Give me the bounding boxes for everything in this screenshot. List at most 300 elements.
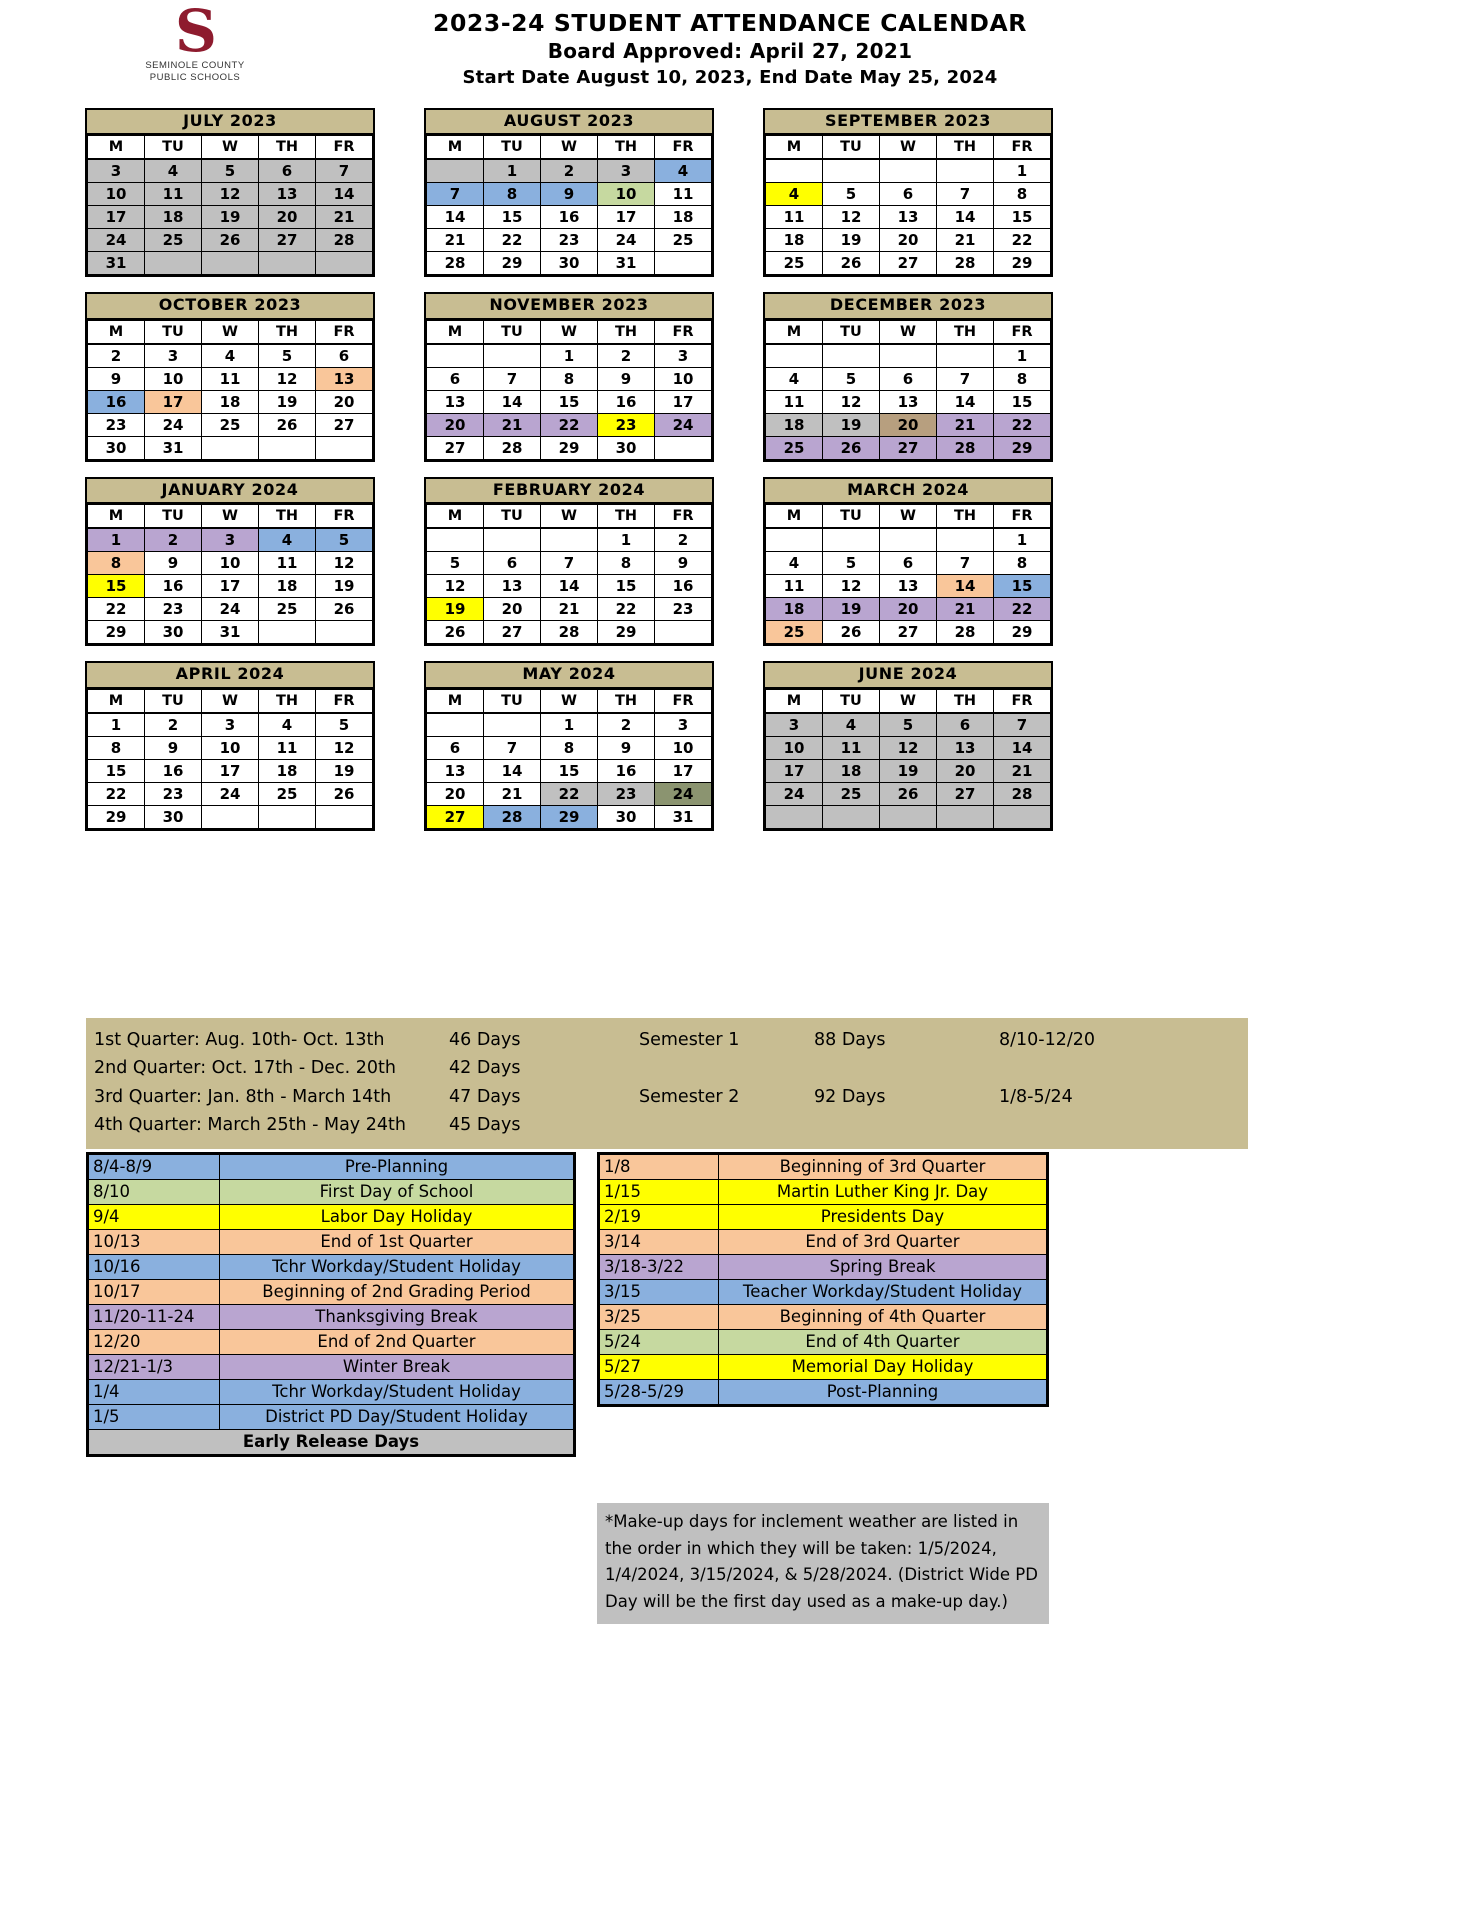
legend-row[interactable] <box>89 1155 574 1180</box>
day-cell[interactable]: 10 <box>655 367 712 390</box>
day-cell[interactable]: 1 <box>541 713 598 737</box>
day-cell[interactable]: 9 <box>88 367 145 390</box>
day-cell[interactable]: 10 <box>655 736 712 759</box>
day-cell[interactable]: 12 <box>427 575 484 598</box>
day-cell[interactable] <box>880 805 937 828</box>
day-cell[interactable]: 11 <box>655 183 712 206</box>
day-cell[interactable]: 22 <box>994 229 1051 252</box>
day-cell[interactable]: 27 <box>937 782 994 805</box>
day-cell[interactable]: 12 <box>202 183 259 206</box>
legend-row[interactable] <box>89 1355 574 1380</box>
day-cell[interactable]: 24 <box>655 782 712 805</box>
day-cell[interactable]: 13 <box>259 183 316 206</box>
day-cell[interactable] <box>316 621 373 644</box>
day-cell[interactable]: 9 <box>541 183 598 206</box>
day-cell[interactable]: 3 <box>88 159 145 183</box>
day-cell[interactable]: 29 <box>541 436 598 459</box>
day-cell[interactable]: 16 <box>145 575 202 598</box>
day-cell[interactable]: 13 <box>427 759 484 782</box>
day-cell[interactable]: 5 <box>823 367 880 390</box>
day-cell[interactable] <box>937 528 994 552</box>
day-cell[interactable] <box>145 252 202 275</box>
day-cell[interactable]: 20 <box>937 759 994 782</box>
day-cell[interactable] <box>316 805 373 828</box>
day-cell[interactable]: 13 <box>880 575 937 598</box>
day-cell[interactable] <box>766 159 823 183</box>
day-cell[interactable]: 4 <box>766 367 823 390</box>
legend-row[interactable] <box>600 1280 1047 1305</box>
legend-row[interactable] <box>89 1330 574 1355</box>
day-cell[interactable]: 26 <box>823 621 880 644</box>
day-cell[interactable]: 6 <box>880 552 937 575</box>
day-cell[interactable]: 15 <box>994 206 1051 229</box>
day-cell[interactable]: 17 <box>766 759 823 782</box>
day-cell[interactable]: 7 <box>484 736 541 759</box>
day-cell[interactable] <box>880 344 937 368</box>
day-cell[interactable]: 5 <box>427 552 484 575</box>
day-cell[interactable]: 29 <box>994 252 1051 275</box>
legend-row[interactable] <box>600 1205 1047 1230</box>
day-cell[interactable]: 31 <box>202 621 259 644</box>
day-cell[interactable]: 21 <box>994 759 1051 782</box>
day-cell[interactable]: 23 <box>541 229 598 252</box>
day-cell[interactable]: 9 <box>655 552 712 575</box>
day-cell[interactable]: 17 <box>88 206 145 229</box>
day-cell[interactable]: 12 <box>823 390 880 413</box>
day-cell[interactable]: 25 <box>259 598 316 621</box>
legend-row[interactable] <box>600 1330 1047 1355</box>
day-cell[interactable]: 5 <box>880 713 937 737</box>
day-cell[interactable]: 26 <box>316 782 373 805</box>
day-cell[interactable]: 16 <box>598 759 655 782</box>
day-cell[interactable]: 30 <box>541 252 598 275</box>
day-cell[interactable]: 4 <box>145 159 202 183</box>
day-cell[interactable]: 17 <box>598 206 655 229</box>
day-cell[interactable]: 12 <box>316 552 373 575</box>
day-cell[interactable]: 8 <box>88 736 145 759</box>
legend-row[interactable] <box>89 1405 574 1430</box>
day-cell[interactable]: 24 <box>655 413 712 436</box>
day-cell[interactable]: 18 <box>766 229 823 252</box>
day-cell[interactable]: 24 <box>202 598 259 621</box>
day-cell[interactable]: 28 <box>316 229 373 252</box>
day-cell[interactable]: 25 <box>766 621 823 644</box>
day-cell[interactable]: 3 <box>202 713 259 737</box>
day-cell[interactable]: 30 <box>88 436 145 459</box>
day-cell[interactable]: 31 <box>145 436 202 459</box>
day-cell[interactable]: 7 <box>541 552 598 575</box>
day-cell[interactable]: 6 <box>937 713 994 737</box>
day-cell[interactable] <box>316 252 373 275</box>
day-cell[interactable]: 20 <box>427 782 484 805</box>
day-cell[interactable]: 5 <box>202 159 259 183</box>
day-cell[interactable] <box>766 805 823 828</box>
day-cell[interactable]: 6 <box>427 736 484 759</box>
day-cell[interactable]: 24 <box>598 229 655 252</box>
day-cell[interactable] <box>823 344 880 368</box>
day-cell[interactable]: 24 <box>202 782 259 805</box>
day-cell[interactable]: 6 <box>427 367 484 390</box>
day-cell[interactable]: 7 <box>316 159 373 183</box>
day-cell[interactable]: 17 <box>655 390 712 413</box>
day-cell[interactable] <box>427 159 484 183</box>
day-cell[interactable]: 28 <box>484 436 541 459</box>
day-cell[interactable]: 15 <box>541 390 598 413</box>
day-cell[interactable] <box>427 528 484 552</box>
day-cell[interactable]: 26 <box>880 782 937 805</box>
day-cell[interactable]: 28 <box>994 782 1051 805</box>
day-cell[interactable]: 26 <box>259 413 316 436</box>
day-cell[interactable]: 13 <box>880 206 937 229</box>
day-cell[interactable]: 20 <box>880 413 937 436</box>
day-cell[interactable] <box>823 805 880 828</box>
day-cell[interactable]: 31 <box>598 252 655 275</box>
day-cell[interactable]: 26 <box>823 436 880 459</box>
day-cell[interactable]: 15 <box>88 575 145 598</box>
legend-row[interactable] <box>600 1180 1047 1205</box>
day-cell[interactable]: 5 <box>316 528 373 552</box>
legend-row[interactable] <box>600 1155 1047 1180</box>
day-cell[interactable]: 10 <box>598 183 655 206</box>
day-cell[interactable] <box>427 344 484 368</box>
day-cell[interactable]: 11 <box>766 575 823 598</box>
day-cell[interactable]: 29 <box>598 621 655 644</box>
day-cell[interactable]: 5 <box>823 183 880 206</box>
day-cell[interactable]: 5 <box>316 713 373 737</box>
day-cell[interactable]: 4 <box>259 713 316 737</box>
day-cell[interactable]: 7 <box>937 367 994 390</box>
day-cell[interactable]: 9 <box>145 736 202 759</box>
day-cell[interactable]: 23 <box>145 598 202 621</box>
day-cell[interactable]: 31 <box>655 805 712 828</box>
legend-row[interactable] <box>600 1380 1047 1405</box>
day-cell[interactable]: 2 <box>598 344 655 368</box>
day-cell[interactable]: 1 <box>88 713 145 737</box>
day-cell[interactable]: 29 <box>994 436 1051 459</box>
day-cell[interactable] <box>541 528 598 552</box>
day-cell[interactable] <box>766 344 823 368</box>
day-cell[interactable]: 18 <box>823 759 880 782</box>
day-cell[interactable]: 30 <box>598 436 655 459</box>
day-cell[interactable]: 7 <box>937 552 994 575</box>
day-cell[interactable] <box>202 436 259 459</box>
day-cell[interactable]: 12 <box>259 367 316 390</box>
day-cell[interactable] <box>484 713 541 737</box>
day-cell[interactable]: 21 <box>427 229 484 252</box>
day-cell[interactable]: 9 <box>598 367 655 390</box>
day-cell[interactable]: 21 <box>316 206 373 229</box>
day-cell[interactable]: 14 <box>937 575 994 598</box>
day-cell[interactable]: 14 <box>484 759 541 782</box>
day-cell[interactable]: 1 <box>484 159 541 183</box>
day-cell[interactable] <box>202 252 259 275</box>
day-cell[interactable]: 2 <box>88 344 145 368</box>
day-cell[interactable] <box>937 805 994 828</box>
day-cell[interactable]: 16 <box>145 759 202 782</box>
day-cell[interactable]: 18 <box>766 413 823 436</box>
day-cell[interactable] <box>655 436 712 459</box>
day-cell[interactable]: 18 <box>766 598 823 621</box>
day-cell[interactable]: 19 <box>202 206 259 229</box>
day-cell[interactable]: 3 <box>145 344 202 368</box>
day-cell[interactable] <box>880 528 937 552</box>
day-cell[interactable]: 13 <box>937 736 994 759</box>
day-cell[interactable]: 28 <box>937 436 994 459</box>
day-cell[interactable]: 7 <box>994 713 1051 737</box>
day-cell[interactable] <box>880 159 937 183</box>
day-cell[interactable]: 29 <box>484 252 541 275</box>
day-cell[interactable]: 15 <box>541 759 598 782</box>
day-cell[interactable]: 3 <box>655 713 712 737</box>
day-cell[interactable]: 18 <box>202 390 259 413</box>
day-cell[interactable]: 9 <box>145 552 202 575</box>
day-cell[interactable]: 2 <box>145 528 202 552</box>
day-cell[interactable]: 13 <box>427 390 484 413</box>
day-cell[interactable]: 25 <box>259 782 316 805</box>
day-cell[interactable]: 22 <box>541 782 598 805</box>
day-cell[interactable]: 22 <box>994 598 1051 621</box>
day-cell[interactable]: 7 <box>427 183 484 206</box>
day-cell[interactable]: 13 <box>484 575 541 598</box>
day-cell[interactable]: 21 <box>937 413 994 436</box>
day-cell[interactable]: 8 <box>541 367 598 390</box>
day-cell[interactable]: 15 <box>994 390 1051 413</box>
day-cell[interactable]: 14 <box>316 183 373 206</box>
day-cell[interactable]: 22 <box>541 413 598 436</box>
day-cell[interactable]: 10 <box>766 736 823 759</box>
day-cell[interactable]: 17 <box>145 390 202 413</box>
day-cell[interactable] <box>655 621 712 644</box>
day-cell[interactable]: 14 <box>427 206 484 229</box>
day-cell[interactable]: 12 <box>823 575 880 598</box>
day-cell[interactable]: 25 <box>655 229 712 252</box>
day-cell[interactable]: 26 <box>823 252 880 275</box>
day-cell[interactable]: 28 <box>541 621 598 644</box>
day-cell[interactable]: 21 <box>937 598 994 621</box>
day-cell[interactable]: 21 <box>937 229 994 252</box>
day-cell[interactable]: 15 <box>88 759 145 782</box>
legend-row[interactable] <box>89 1230 574 1255</box>
day-cell[interactable]: 14 <box>541 575 598 598</box>
day-cell[interactable] <box>766 528 823 552</box>
day-cell[interactable]: 28 <box>937 252 994 275</box>
day-cell[interactable]: 23 <box>598 413 655 436</box>
day-cell[interactable]: 10 <box>202 736 259 759</box>
day-cell[interactable]: 11 <box>202 367 259 390</box>
day-cell[interactable]: 21 <box>484 413 541 436</box>
day-cell[interactable]: 24 <box>145 413 202 436</box>
day-cell[interactable] <box>994 805 1051 828</box>
day-cell[interactable]: 14 <box>937 390 994 413</box>
day-cell[interactable]: 21 <box>484 782 541 805</box>
day-cell[interactable]: 25 <box>202 413 259 436</box>
day-cell[interactable]: 2 <box>655 528 712 552</box>
day-cell[interactable]: 29 <box>541 805 598 828</box>
day-cell[interactable]: 27 <box>880 252 937 275</box>
legend-row[interactable] <box>600 1305 1047 1330</box>
legend-row[interactable] <box>600 1230 1047 1255</box>
day-cell[interactable]: 6 <box>880 367 937 390</box>
day-cell[interactable]: 6 <box>316 344 373 368</box>
day-cell[interactable] <box>259 621 316 644</box>
day-cell[interactable]: 16 <box>655 575 712 598</box>
day-cell[interactable]: 14 <box>484 390 541 413</box>
day-cell[interactable]: 6 <box>484 552 541 575</box>
day-cell[interactable]: 20 <box>316 390 373 413</box>
day-cell[interactable]: 25 <box>766 252 823 275</box>
day-cell[interactable]: 28 <box>427 252 484 275</box>
day-cell[interactable]: 8 <box>994 183 1051 206</box>
day-cell[interactable] <box>316 436 373 459</box>
day-cell[interactable]: 25 <box>145 229 202 252</box>
day-cell[interactable]: 18 <box>259 759 316 782</box>
day-cell[interactable]: 27 <box>880 436 937 459</box>
legend-row[interactable] <box>89 1205 574 1230</box>
legend-row[interactable] <box>89 1380 574 1405</box>
day-cell[interactable]: 30 <box>145 805 202 828</box>
day-cell[interactable]: 10 <box>202 552 259 575</box>
day-cell[interactable] <box>259 436 316 459</box>
day-cell[interactable]: 11 <box>145 183 202 206</box>
day-cell[interactable] <box>937 344 994 368</box>
day-cell[interactable]: 8 <box>994 367 1051 390</box>
day-cell[interactable]: 12 <box>823 206 880 229</box>
day-cell[interactable]: 13 <box>880 390 937 413</box>
day-cell[interactable]: 1 <box>541 344 598 368</box>
day-cell[interactable]: 29 <box>994 621 1051 644</box>
day-cell[interactable] <box>484 344 541 368</box>
day-cell[interactable]: 20 <box>259 206 316 229</box>
day-cell[interactable]: 4 <box>259 528 316 552</box>
day-cell[interactable]: 30 <box>145 621 202 644</box>
day-cell[interactable]: 12 <box>316 736 373 759</box>
day-cell[interactable]: 19 <box>823 229 880 252</box>
day-cell[interactable]: 27 <box>427 805 484 828</box>
day-cell[interactable]: 14 <box>937 206 994 229</box>
day-cell[interactable]: 11 <box>259 552 316 575</box>
day-cell[interactable]: 21 <box>541 598 598 621</box>
legend-row[interactable] <box>89 1305 574 1330</box>
day-cell[interactable]: 26 <box>202 229 259 252</box>
day-cell[interactable]: 18 <box>655 206 712 229</box>
day-cell[interactable]: 16 <box>541 206 598 229</box>
day-cell[interactable]: 29 <box>88 805 145 828</box>
day-cell[interactable]: 8 <box>484 183 541 206</box>
day-cell[interactable]: 27 <box>259 229 316 252</box>
day-cell[interactable] <box>259 805 316 828</box>
day-cell[interactable]: 9 <box>598 736 655 759</box>
day-cell[interactable]: 4 <box>655 159 712 183</box>
day-cell[interactable]: 17 <box>202 575 259 598</box>
day-cell[interactable]: 30 <box>598 805 655 828</box>
day-cell[interactable]: 5 <box>259 344 316 368</box>
day-cell[interactable]: 1 <box>88 528 145 552</box>
day-cell[interactable]: 1 <box>598 528 655 552</box>
day-cell[interactable]: 18 <box>145 206 202 229</box>
day-cell[interactable]: 17 <box>655 759 712 782</box>
day-cell[interactable]: 23 <box>145 782 202 805</box>
day-cell[interactable]: 3 <box>766 713 823 737</box>
day-cell[interactable]: 27 <box>427 436 484 459</box>
day-cell[interactable]: 11 <box>766 390 823 413</box>
day-cell[interactable]: 15 <box>484 206 541 229</box>
day-cell[interactable]: 16 <box>598 390 655 413</box>
day-cell[interactable]: 23 <box>598 782 655 805</box>
day-cell[interactable]: 3 <box>202 528 259 552</box>
day-cell[interactable] <box>427 713 484 737</box>
day-cell[interactable]: 19 <box>823 413 880 436</box>
legend-row[interactable] <box>89 1180 574 1205</box>
day-cell[interactable]: 20 <box>484 598 541 621</box>
day-cell[interactable]: 18 <box>259 575 316 598</box>
day-cell[interactable]: 27 <box>316 413 373 436</box>
day-cell[interactable] <box>202 805 259 828</box>
day-cell[interactable]: 20 <box>880 229 937 252</box>
day-cell[interactable]: 6 <box>259 159 316 183</box>
day-cell[interactable]: 29 <box>88 621 145 644</box>
day-cell[interactable]: 1 <box>994 528 1051 552</box>
day-cell[interactable]: 20 <box>880 598 937 621</box>
day-cell[interactable]: 22 <box>598 598 655 621</box>
day-cell[interactable]: 28 <box>937 621 994 644</box>
day-cell[interactable]: 22 <box>88 598 145 621</box>
day-cell[interactable]: 8 <box>994 552 1051 575</box>
day-cell[interactable]: 7 <box>937 183 994 206</box>
day-cell[interactable]: 7 <box>484 367 541 390</box>
day-cell[interactable]: 5 <box>823 552 880 575</box>
day-cell[interactable]: 11 <box>823 736 880 759</box>
day-cell[interactable] <box>655 252 712 275</box>
day-cell[interactable]: 19 <box>427 598 484 621</box>
day-cell[interactable]: 19 <box>316 575 373 598</box>
day-cell[interactable] <box>823 528 880 552</box>
day-cell[interactable]: 24 <box>766 782 823 805</box>
day-cell[interactable]: 22 <box>484 229 541 252</box>
day-cell[interactable]: 11 <box>766 206 823 229</box>
day-cell[interactable] <box>937 159 994 183</box>
day-cell[interactable]: 2 <box>541 159 598 183</box>
day-cell[interactable]: 4 <box>766 183 823 206</box>
day-cell[interactable]: 3 <box>598 159 655 183</box>
day-cell[interactable]: 23 <box>655 598 712 621</box>
day-cell[interactable]: 6 <box>880 183 937 206</box>
day-cell[interactable]: 1 <box>994 344 1051 368</box>
day-cell[interactable]: 10 <box>88 183 145 206</box>
day-cell[interactable]: 3 <box>655 344 712 368</box>
day-cell[interactable]: 27 <box>880 621 937 644</box>
day-cell[interactable]: 4 <box>823 713 880 737</box>
day-cell[interactable]: 11 <box>259 736 316 759</box>
day-cell[interactable]: 26 <box>427 621 484 644</box>
day-cell[interactable]: 16 <box>88 390 145 413</box>
day-cell[interactable]: 8 <box>598 552 655 575</box>
day-cell[interactable]: 12 <box>880 736 937 759</box>
day-cell[interactable]: 8 <box>88 552 145 575</box>
day-cell[interactable]: 22 <box>994 413 1051 436</box>
legend-row[interactable] <box>600 1355 1047 1380</box>
day-cell[interactable]: 13 <box>316 367 373 390</box>
day-cell[interactable]: 23 <box>88 413 145 436</box>
day-cell[interactable]: 28 <box>484 805 541 828</box>
day-cell[interactable]: 31 <box>88 252 145 275</box>
day-cell[interactable]: 14 <box>994 736 1051 759</box>
day-cell[interactable]: 8 <box>541 736 598 759</box>
day-cell[interactable]: 19 <box>259 390 316 413</box>
day-cell[interactable]: 19 <box>880 759 937 782</box>
day-cell[interactable]: 25 <box>823 782 880 805</box>
legend-row[interactable] <box>89 1255 574 1280</box>
day-cell[interactable]: 4 <box>202 344 259 368</box>
